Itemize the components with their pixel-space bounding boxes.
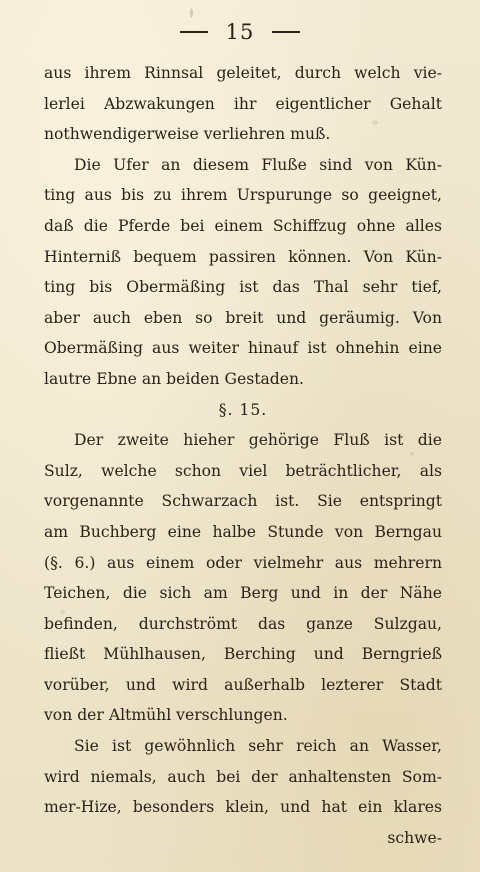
- text-line: vorgenannte Schwarzach ist. Sie entspringt: [44, 492, 442, 511]
- paper-stain: [190, 8, 193, 18]
- text-line: wird niemals, auch bei der anhaltensten Som-: [44, 767, 442, 786]
- text-line: Der zweite hieher gehörige Fluß ist die: [74, 431, 442, 450]
- text-line: lerlei Abzwakungen ihr eigentlicher Gehalt: [44, 94, 442, 113]
- text-line: am Buchberg eine halbe Stunde von Berngau: [44, 522, 442, 541]
- text-line: nothwendigerweise verliehren muß.: [44, 125, 331, 144]
- header-rule-right: [272, 31, 300, 33]
- text-line: lautre Ebne an beiden Gestaden.: [44, 369, 304, 388]
- text-line: Teichen, die sich am Berg und in der Nähe: [44, 584, 442, 603]
- text-line: Obermäßing aus weiter hinauf ist ohnehin eine: [44, 339, 442, 358]
- catchword: schwe-: [387, 828, 442, 847]
- page-header: [0, 18, 480, 44]
- text-line: Hinterniß bequem passiren können. Von Kün-: [44, 247, 442, 266]
- text-line: ting aus bis zu ihrem Urspurunge so geeignet,: [44, 186, 442, 205]
- text-line: aus ihrem Rinnsal geleitet, durch welch vie-: [44, 64, 442, 82]
- text-line: vorüber, und wird außerhalb lezterer Stadt: [44, 675, 442, 694]
- text-line: Sie ist gewöhnlich sehr reich an Wasser,: [74, 737, 442, 756]
- text-line: (§. 6.) aus einem oder vielmehr aus mehrern: [44, 553, 442, 572]
- page-body-text: [44, 58, 442, 853]
- header-rule-left: [180, 31, 208, 33]
- text-line: daß die Pferde bei einem Schiffzug ohne alles: [44, 216, 442, 235]
- text-line: von der Altmühl verschlungen.: [44, 706, 288, 725]
- text-line: fließt Mühlhausen, Berching und Berngrieß: [44, 645, 442, 664]
- text-line: ting bis Obermäßing ist das Thal sehr tief,: [44, 278, 442, 297]
- text-line: Sulz, welche schon viel beträchtlicher, als: [44, 461, 442, 480]
- section-heading: §. 15.: [218, 400, 268, 419]
- page-number: 15: [225, 19, 255, 44]
- text-line: befinden, durchströmt das ganze Sulzgau,: [44, 614, 442, 633]
- text-line: aber auch eben so breit und geräumig. Von: [44, 308, 442, 327]
- text-line: Die Ufer an diesem Fluße sind von Kün-: [74, 155, 442, 174]
- text-line: mer-Hize, besonders klein, und hat ein klares: [44, 798, 442, 817]
